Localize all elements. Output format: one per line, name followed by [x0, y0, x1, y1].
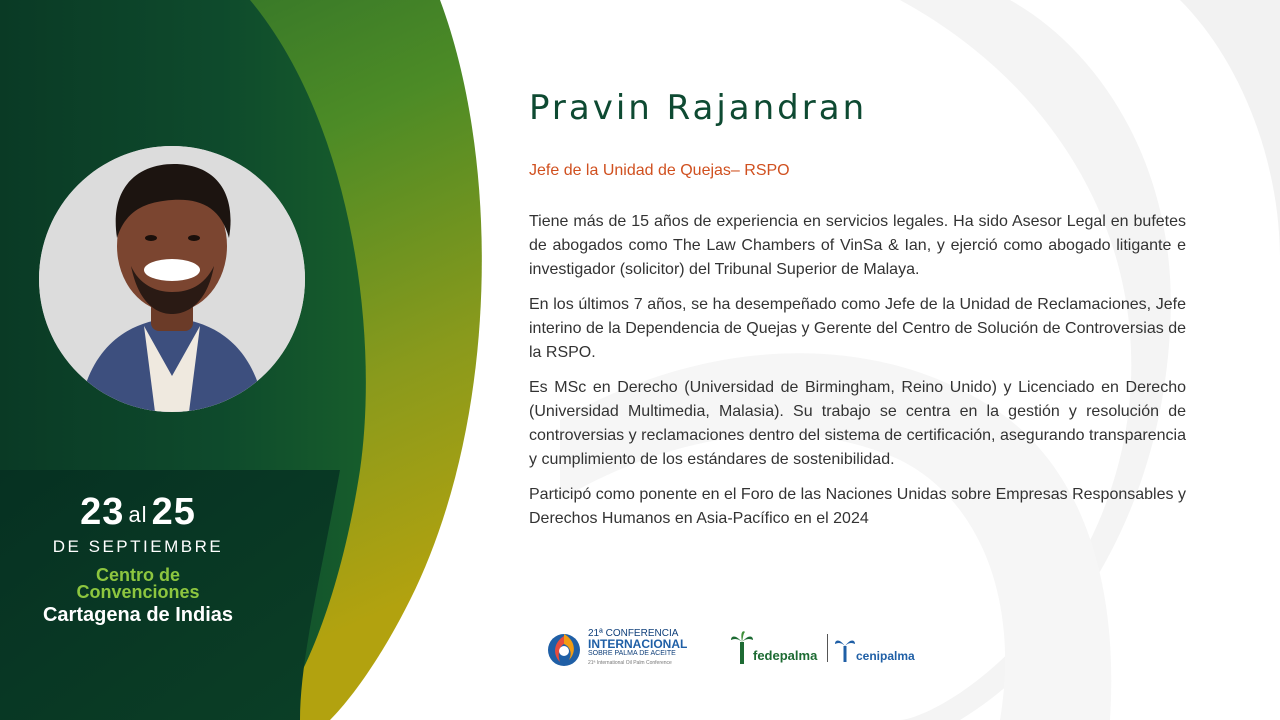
venue-line-2: Convenciones [76, 582, 200, 602]
palm-frond-icon [835, 636, 855, 662]
month: DE SEPTIEMBRE [52, 537, 224, 556]
start-day: 23 [80, 491, 125, 533]
sponsor-logos [545, 628, 915, 678]
speaker-name: Pravin Rajandran [529, 88, 868, 128]
palm-tree-icon [731, 630, 753, 664]
event-dates [0, 490, 276, 627]
speaker-role: Jefe de la Unidad de Quejas– RSPO [529, 162, 790, 179]
venue-line-1: Centro de [95, 565, 180, 585]
date-range [0, 490, 276, 539]
conference-flame-icon [545, 628, 583, 668]
logo-divider [827, 634, 828, 662]
city: Cartagena de Indias [42, 604, 234, 626]
date-connector: al [128, 502, 148, 527]
speaker-photo [39, 146, 305, 412]
cenipalma-logo: cenipalma [856, 649, 915, 663]
conference-topic: SOBRE PALMA DE ACEITE [588, 650, 676, 657]
bio-paragraph: Tiene más de 15 años de experiencia en servicios legales. Ha sido Asesor Legal en bufetes de abogados como The Law Chambers of VinSa & Ian, y ejerció como abogado litigante e investigador (solicitor) del Tribunal Superior de Malaya. [529, 213, 1186, 278]
speaker-bio [529, 210, 1186, 542]
conference-logo-text [588, 629, 687, 668]
bio-paragraph: En los últimos 7 años, se ha desempeñado como Jefe de la Unidad de Reclamaciones, Jefe interino de la Dependencia de Quejas y Gerente del Centro de Solución de Controversias de la RSPO. [529, 296, 1186, 361]
bio-paragraph: Es MSc en Derecho (Universidad de Birmingham, Reino Unido) y Licenciado en Derecho (Universidad Multimedia, Malasia). Su trabajo se centra en la gestión y resolución de controversias y reclamaciones dentro del sistema de certificación, asegurando transparencia y cumplimiento de los estándares de sostenibilidad. [529, 379, 1186, 468]
bio-paragraph: Participó como ponente en el Foro de las Naciones Unidas sobre Empresas Responsables y Derechos Humanos en Asia-Pacífico en el 2024 [529, 486, 1186, 527]
conference-subtitle: INTERNACIONAL [588, 637, 688, 651]
conference-title: 21ª CONFERENCIA [588, 628, 679, 639]
conference-english: 21ª International Oil Palm Conference [588, 660, 672, 666]
fedepalma-logo: fedepalma [753, 648, 818, 663]
end-day: 25 [151, 491, 196, 533]
